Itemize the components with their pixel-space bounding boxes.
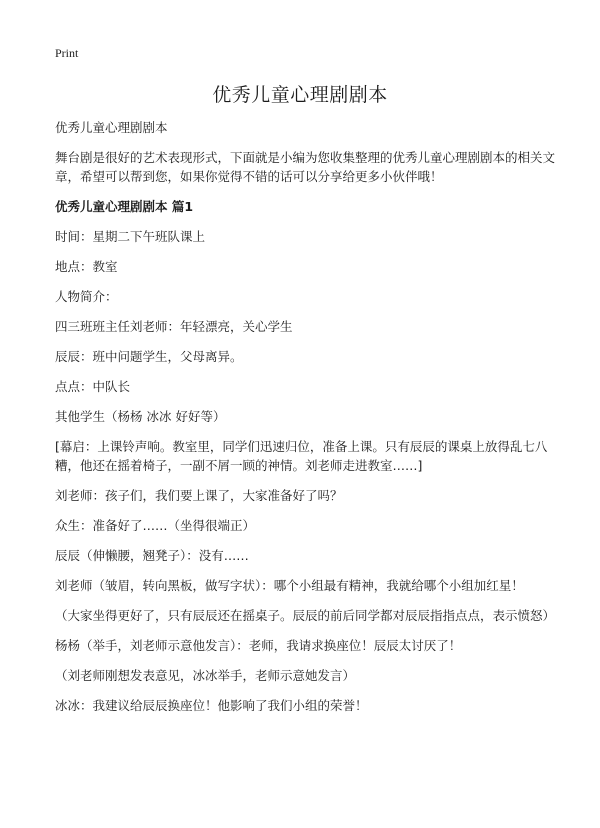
paragraph: 舞台剧是很好的艺术表现形式，下面就是小编为您收集整理的优秀儿童心理剧剧本的相关文章，希望可以帮到您，如果你觉得不错的话可以分享给更多小伙伴哦！ [55, 150, 556, 184]
paragraph: 众生：准备好了……（坐得很端正） [55, 518, 256, 533]
paragraph: 刘老师（皱眉，转向黑板，做写字状）：哪个小组最有精神，我就给哪个小组加红星！ [55, 578, 524, 593]
document-subtitle: 优秀儿童心理剧剧本 [55, 120, 168, 135]
print-link[interactable]: Print [55, 46, 79, 60]
paragraph: 辰辰：班中问题学生，父母离异。 [55, 349, 243, 364]
paragraph: 人物简介： [55, 289, 118, 304]
paragraph: 时间：星期二下午班队课上 [55, 229, 206, 244]
paragraph: 地点：教室 [55, 259, 118, 274]
paragraph: 冰冰：我建议给辰辰换座位！他影响了我们小组的荣誉！ [55, 698, 368, 713]
paragraph: [幕启：上课铃声响。教室里，同学们迅速归位，准备上课。只有辰辰的课桌上放得乱七八糟，他还在摇着椅子，一副不屑一顾的神情。刘老师走进教室……] [55, 439, 548, 473]
paragraph: （大家坐得更好了，只有辰辰还在摇桌子。辰辰的前后同学都对辰辰指指点点，表示愤怒） [55, 608, 556, 623]
section-heading: 优秀儿童心理剧剧本 篇1 [55, 199, 194, 214]
paragraph: 刘老师：孩子们，我们要上课了，大家准备好了吗？ [55, 488, 343, 503]
page-title: 优秀儿童心理剧剧本 [212, 84, 388, 106]
paragraph: 辰辰（伸懒腰，翘凳子）：没有…… [55, 548, 249, 563]
paragraph: 杨杨（举手，刘老师示意他发言）：老师，我请求换座位！辰辰太讨厌了！ [55, 638, 462, 653]
paragraph: 其他学生（杨杨 冰冰 好好等） [55, 409, 226, 424]
paragraph: （刘老师刚想发表意见，冰冰举手，老师示意她发言） [55, 668, 356, 683]
paragraph: 四三班班主任刘老师：年轻漂亮，关心学生 [55, 319, 293, 334]
paragraph: 点点：中队长 [55, 379, 131, 394]
document-body [55, 118, 555, 726]
